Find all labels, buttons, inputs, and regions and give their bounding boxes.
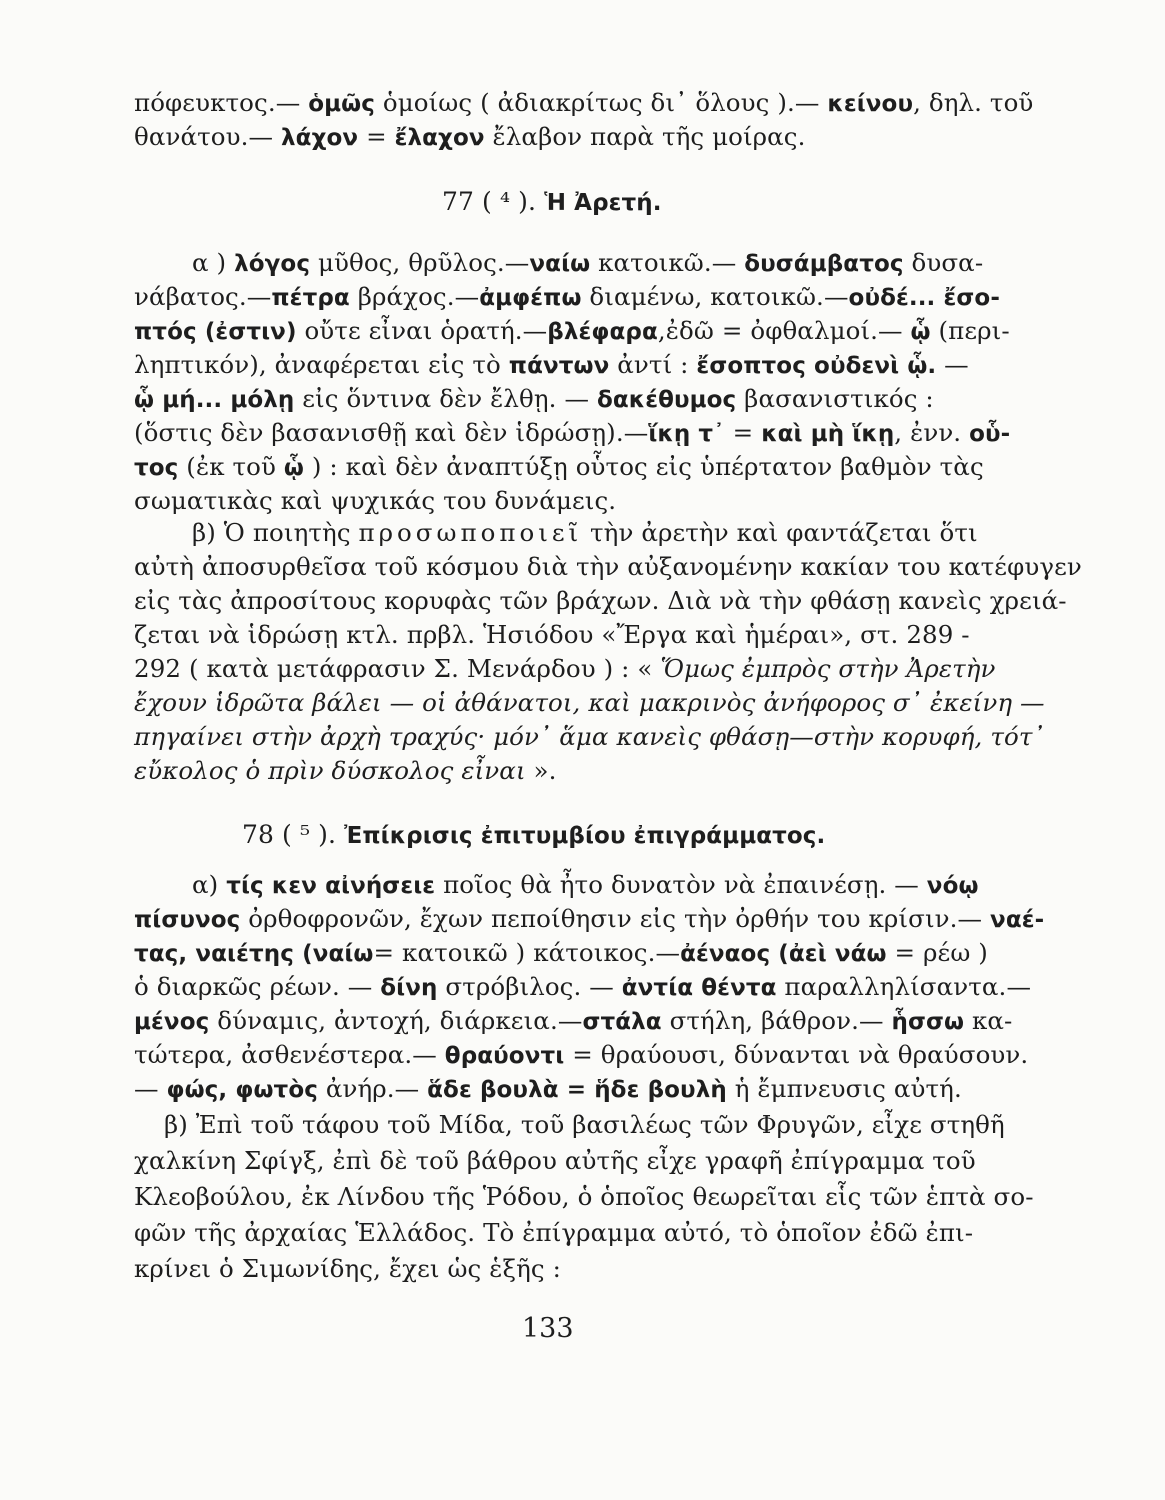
text-line: εὔκολος ὁ πρὶν δύσκολος εἶναι ». — [134, 756, 557, 785]
text-line: ληπτικόν), ἀναφέρεται εἰς τὸ πάντων ἀντί : ἔσοπτος οὐδενὶ ᾧ. — — [134, 350, 969, 379]
section-heading-77: 77 ( ⁴ ). Ἡ Ἀρετή. — [442, 187, 662, 216]
text-line: 292 ( κατὰ μετάφρασιν Σ. Μενάρδου ) : « Ὅμως ἐμπρὸς στὴν Ἀρετὴν — [134, 654, 996, 683]
text-line: θανάτου.— λάχον = ἔλαχον ἔλαβον παρὰ τῆς μοίρας. — [134, 122, 806, 151]
text-line: αὐτὴ ἀποσυρθεῖσα τοῦ κόσμου διὰ τὴν αὐξανομένην κακίαν του κατέφυγεν — [134, 552, 1082, 581]
text-line: πηγαίνει στὴν ἀρχὴ τραχύς· μόν᾽ ἅμα κανεὶς φθάσῃ—στὴν κορυφή, τότ᾽ — [134, 722, 1045, 751]
text-line: — φώς, φωτὸς ἀνήρ.— ἅδε βουλὰ = ἥδε βουλὴ ἡ ἔμπνευσις αὐτή. — [134, 1074, 962, 1103]
section-heading-78: 78 ( ⁵ ). Ἐπίκρισις ἐπιτυμβίου ἐπιγράμματος. — [242, 820, 826, 849]
text-line: χαλκίνη Σφίγξ, ἐπὶ δὲ τοῦ βάθρου αὐτῆς εἶχε γραφῆ ἐπίγραμμα τοῦ — [134, 1146, 976, 1175]
text-line: ζεται νὰ ἱδρώσῃ κτλ. πρβλ. Ἡσιόδου «Ἔργα καὶ ἡμέραι», στ. 289 - — [134, 620, 970, 649]
text-line: β) Ἐπὶ τοῦ τάφου τοῦ Μίδα, τοῦ βασιλέως τῶν Φρυγῶν, εἶχε στηθῆ — [164, 1110, 1005, 1139]
text-line: α ) λόγος μῦθος, θρῦλος.—ναίω κατοικῶ.— δυσάμβατος δυσα- — [192, 248, 984, 277]
text-line: Κλεοβούλου, ἐκ Λίνδου τῆς Ῥόδου, ὁ ὁποῖος θεωρεῖται εἷς τῶν ἑπτὰ σο- — [134, 1182, 1034, 1211]
text-line: κρίνει ὁ Σιμωνίδης, ἔχει ὡς ἑξῆς : — [134, 1254, 561, 1283]
text-line: ὁ διαρκῶς ρέων. — δίνη στρόβιλος. — ἀντία θέντα παραλληλίσαντα.— — [134, 972, 1032, 1001]
text-line: φῶν τῆς ἀρχαίας Ἑλλάδος. Τὸ ἐπίγραμμα αὐτό, τὸ ὁποῖον ἐδῶ ἐπι- — [134, 1218, 974, 1247]
text-line: τώτερα, ἀσθενέστερα.— θραύοντι = θραύουσι, δύνανται νὰ θραύσουν. — [134, 1040, 1029, 1069]
text-line: ᾧ μή... μόλῃ εἰς ὅντινα δὲν ἔλθῃ. — δακέθυμος βασανιστικός : — [134, 384, 934, 413]
text-line: τος (ἐκ τοῦ ᾧ ) : καὶ δὲν ἀναπτύξῃ οὗτος εἰς ὑπέρτατον βαθμὸν τὰς — [134, 452, 984, 481]
text-line: νάβατος.—πέτρα βράχος.—ἀμφέπω διαμένω, κατοικῶ.—οὐδέ... ἔσο- — [134, 282, 1000, 311]
text-line: πίσυνος ὀρθοφρονῶν, ἔχων πεποίθησιν εἰς τὴν ὀρθήν του κρίσιν.— ναέ- — [134, 904, 1045, 933]
text-line: μένος δύναμις, ἀντοχή, διάρκεια.—στάλα στήλη, βάθρον.— ἧσσω κα- — [134, 1006, 1013, 1035]
page-number: 133 — [522, 1313, 574, 1344]
text-line: ἔχουν ἱδρῶτα βάλει — οἱ ἀθάνατοι, καὶ μακρινὸς ἀνήφορος σ᾽ ἐκείνη — — [134, 688, 1045, 717]
text-line: (ὅστις δὲν βασανισθῇ καὶ δὲν ἱδρώσῃ).—ἵκῃ τ᾽ = καὶ μὴ ἵκῃ, ἐνν. οὗ- — [134, 418, 1011, 447]
text-line: πόφευκτος.— ὁμῶς ὁμοίως ( ἀδιακρίτως δι᾽ ὅλους ).— κείνου, δηλ. τοῦ — [134, 88, 1034, 117]
text-line: εἰς τὰς ἀπροσίτους κορυφὰς τῶν βράχων. Διὰ νὰ τὴν φθάσῃ κανεὶς χρειά- — [134, 586, 1067, 615]
text-line: α) τίς κεν αἰνήσειε ποῖος θὰ ἦτο δυνατὸν νὰ ἐπαινέσῃ. — νόῳ — [192, 870, 979, 899]
text-line: β) Ὁ ποιητὴς προσωποποιεῖ τὴν ἀρετὴν καὶ φαντάζεται ὅτι — [192, 518, 978, 547]
text-line: τας, ναιέτης (ναίω= κατοικῶ ) κάτοικος.—ἀέναος (ἀεὶ νάω = ρέω ) — [134, 938, 988, 967]
text-line: πτός (ἐστιν) οὔτε εἶναι ὁρατή.—βλέφαρα,ἐδῶ = ὀφθαλμοί.— ᾧ (περι- — [134, 316, 1010, 345]
text-line: σωματικὰς καὶ ψυχικάς του δυνάμεις. — [134, 486, 617, 515]
